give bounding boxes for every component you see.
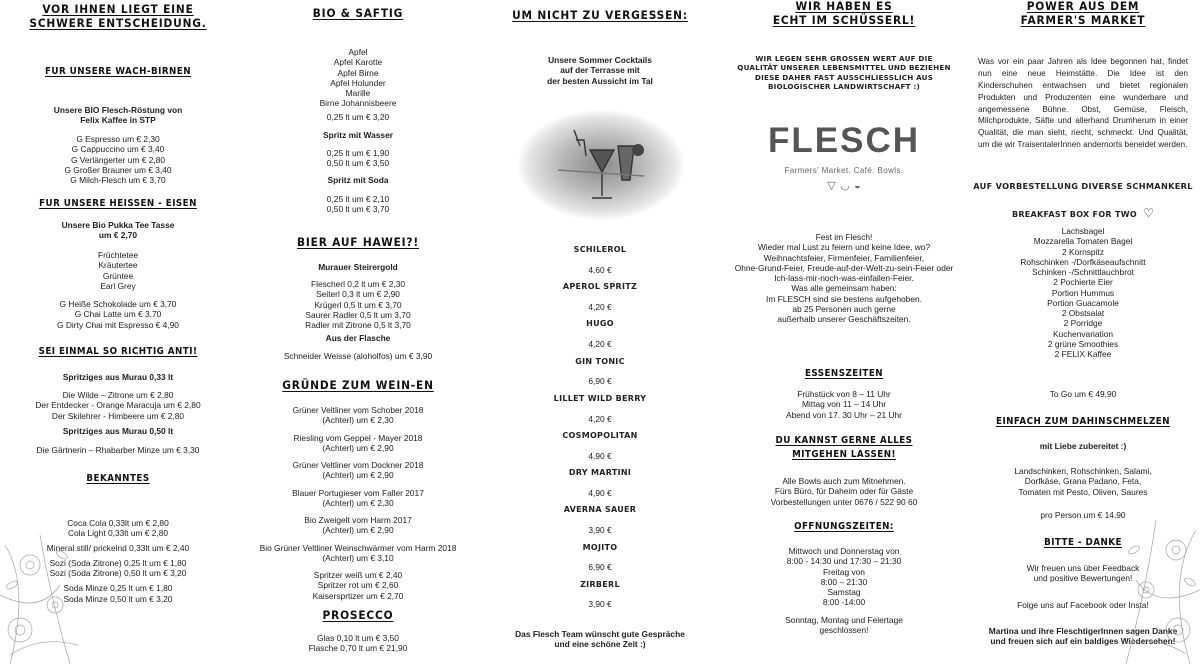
list-item: Schinken -/Schnittlauchbrot — [1032, 267, 1134, 277]
list-item: Birne Johannisbeere — [319, 98, 397, 109]
logo-icons — [722, 180, 966, 193]
spritz-soda-list — [240, 194, 476, 215]
list-item: Die Gärtnerin – Rhabarber Minze um € 3,30 — [36, 445, 200, 455]
cocktail-note: Unsere Sommer Cocktails auf der Terrasse mit der besten Aussicht im Tal — [547, 55, 653, 86]
prosecco-list — [240, 633, 476, 654]
list-item: Flasche 0,70 lt um € 21,90 — [308, 643, 408, 654]
column-cocktails — [478, 0, 722, 664]
spritz2-title: Spritziges aus Murau 0,50 lt — [62, 426, 174, 436]
cup-icon: ◡ — [840, 180, 850, 192]
cocktail-list — [478, 245, 722, 610]
list-item: Spritzer weiß um € 2,40 — [313, 570, 403, 580]
heading-intro: VOR IHNEN LIEGT EINE SCHWERE ENTSCHEIDUNG. — [29, 2, 207, 31]
bottle-list — [240, 351, 476, 361]
list-item: Apfel — [348, 47, 368, 57]
list-item: Apfel Birne — [337, 67, 379, 78]
list-item: G Chai Latte um € 3,70 — [74, 309, 162, 320]
heading-wine: GRÜNDE ZUM WEIN-EN — [282, 378, 434, 392]
beer-brand: Murauer Steirergold — [318, 262, 398, 272]
closing-note: Das Flesch Team wünscht gute Gespräche und eine schöne Zeit :) — [515, 629, 685, 650]
signoff: Martina und ihre FleschtigerInnen sagen Danke und freuen sich auf ein baldiges Wiedersehen! — [988, 626, 1178, 647]
heading-market: POWER AUS DEM FARMER'S MARKET — [1020, 0, 1146, 27]
heading-thanks: BITTE - DANKE — [1044, 537, 1122, 548]
heading-tea: FÜR UNSERE HEISSEN - EISEN — [39, 198, 197, 209]
list-item: Abend von 17. 30 Uhr – 21 Uhr — [786, 409, 902, 420]
list-item: Mittag von 11 – 14 Uhr — [801, 399, 887, 410]
list-item: Apfel Holunder — [330, 77, 386, 88]
list-item: Grüner Veltliner vom Dockner 2018 (Achterl) um € 2,90 — [292, 460, 424, 481]
list-item: Schneider Weisse (aloholfos) um € 3,90 — [283, 351, 433, 361]
list-item: 2 FELIX Kaffee — [1054, 349, 1112, 359]
list-item: 2 grüne Smoothies — [1047, 338, 1119, 349]
list-item: 0,50 lt um € 3,50 — [326, 158, 390, 169]
list-item: 0,25 lt um € 2,10 — [326, 194, 390, 204]
list-item: Dorfkäse, Grana Padano, Feta, — [1024, 476, 1142, 487]
tagline: Farmers' Market. Café. Bowls. — [784, 166, 904, 175]
list-item: G Verlängerter um € 2,80 — [70, 154, 166, 165]
list-item: Bio Grüner Veltliner Weinschwärmer vom Harm 2018 (Achterl) um € 3,10 — [259, 542, 457, 563]
cocktail-photo — [518, 110, 684, 220]
floral-decoration-icon — [0, 525, 80, 664]
carrot-icon: ▽ — [827, 180, 836, 192]
breakfast-price: To Go um € 49,90 — [1049, 389, 1117, 399]
column-drinks-hot — [0, 0, 236, 664]
spritzer-list — [240, 570, 476, 601]
tea-list — [0, 250, 236, 291]
list-item: 2 Obstsalat — [1061, 308, 1105, 318]
list-item: G Espresso um € 2,30 — [76, 134, 160, 144]
opening-hours: Mittwoch und Donnerstag von 8:00 - 14:30 und 17:30 – 21:30 Freitag von 8:00 – 21:30 Samstag 8:00 -14:00 — [786, 546, 902, 608]
chocolate-list — [0, 299, 236, 330]
market-intro: Was vor ein paar Jahren als Idee begonnen hat, findet nun eine neue Heimstätte. Die Idee ist den Kinderschuhen entwachsen und bietet regionalen Produkten und Produzenten eine wunderbare und angemessene Bühne. Obst, Gemüse, Fleisch, Milchprodukte, Säfte und allerhand Drumherum in einer Qualität, die man sieht, riecht, schmeckt. Und Qualität, um die wir TraisentalerInnen andernorts beneidet werden. — [978, 57, 1188, 150]
list-item: Die Wilde – Zitrone um € 2,80 — [62, 390, 174, 400]
heading-beer: BIER AUF HAWEI?! — [296, 235, 420, 249]
list-item: Flescherl 0,2 lt um € 2,30 — [310, 279, 406, 289]
takeaway-text: Alle Bowls auch zum Mitnehmen. Fürs Büro, für Daheim oder für Gäste Vorbestellungen unter 0676 / 522 90 60 — [770, 476, 918, 507]
list-item: Mozzarella Tomaten Bagel — [1033, 236, 1133, 247]
breakfast-heading-row — [966, 206, 1200, 221]
heading-meals: ESSENSZEITEN — [804, 368, 884, 379]
list-item: Cola Light 0,33lt um € 2,80 — [67, 528, 169, 539]
list-item: Krügerl 0,5 lt um € 3,70 — [314, 299, 402, 310]
list-item: ZIRBERL 3,90 € — [580, 579, 620, 610]
heading-coffee: FÜR UNSERE WACH-BIRNEN — [45, 66, 191, 77]
list-item: 0,25 lt um € 1,90 — [326, 148, 390, 158]
wine-list — [240, 405, 476, 570]
heading-melt: EINFACH ZUM DAHINSCHMELZEN — [996, 416, 1170, 427]
list-item: 2 Porridge — [1063, 318, 1103, 329]
list-item: G Cappuccino um € 3,40 — [71, 144, 165, 155]
melt-price: pro Person um € 14,90 — [1040, 510, 1126, 520]
list-item: 2 Pochierte Eier — [1053, 277, 1113, 288]
list-item: Portion Guacamole — [1047, 297, 1119, 308]
list-item: Der Skilehrer - Himbeere um € 2,80 — [51, 410, 185, 421]
coffee-note: Unsere BIO Flesch-Röstung von Felix Kaffee in STP — [53, 105, 183, 126]
heading-bowls: WIR HABEN ES ECHT IM SCHÜSSERL! — [772, 0, 916, 27]
list-item: Marille — [345, 88, 371, 98]
list-item: Sozi (Soda Zitrone) 0,25 lt um € 1,80 — [49, 557, 187, 568]
list-item: Blauer Portugieser vom Faller 2017 (Achterl) um € 2,30 — [292, 487, 424, 508]
list-item: Kaisersprtizer um € 2,70 — [312, 590, 404, 601]
list-item: GIN TONIC 6,90 € — [575, 356, 625, 387]
breakfast-list — [966, 226, 1200, 359]
list-item: Rohschinken -/Dorfkäseaufschnitt — [1020, 256, 1146, 267]
list-item: Earl Grey — [100, 280, 136, 291]
spritz2-list — [0, 445, 236, 455]
list-item: Coca Cola 0,33lt um € 2,80 — [67, 518, 169, 528]
list-item: Portion Hummus — [1051, 287, 1115, 298]
closed-days: Sonntag, Montag und Feiertage geschlossen! — [785, 615, 903, 636]
list-item: COSMOPOLITAN 4,90 € — [562, 430, 638, 461]
meal-times — [722, 389, 966, 420]
list-item: Soda Minze 0,25 lt um € 1,80 — [63, 583, 173, 594]
list-item: G Heiße Schokolade um € 3,70 — [59, 299, 177, 309]
list-item: Glas 0,10 lt um € 3,50 — [317, 633, 399, 643]
list-item: Landschinken, Rohschinken, Salami, — [1014, 466, 1152, 476]
coffee-list — [0, 134, 236, 185]
follow-note: Folge uns auf Facebook oder Insta! — [1017, 600, 1149, 610]
list-item: Riesling vom Geppel - Mayer 2018 (Achterl) um € 2,90 — [293, 432, 423, 453]
logo: FLESCH — [768, 121, 920, 160]
melt-list — [966, 466, 1200, 497]
list-item: Spritzer rot um € 2,60 — [317, 580, 399, 591]
spritz-water-title: Spritz mit Wasser — [323, 130, 393, 140]
list-item: Mineral still/ prickelnd 0,33lt um € 2,40 — [46, 542, 190, 553]
list-item: Lachsbagel — [1061, 226, 1105, 236]
list-item: Sozi (Soda Zitrone) 0,50 lt um € 3,20 — [49, 568, 187, 578]
list-item: Bio Zweigelt vom Harm 2017 (Achterl) um € 2,90 — [304, 515, 412, 536]
heading-prosecco: PROSECCO — [322, 608, 394, 622]
thanks-text: Wir freuen uns über Feedback und positive Bewertungen! — [1026, 563, 1140, 584]
list-item: MOJITO 6,90 € — [582, 542, 618, 573]
list-item: Frühstück von 8 – 11 Uhr — [797, 389, 891, 399]
spritz1-title: Spritziges aus Murau 0,33 lt — [62, 372, 174, 382]
party-text: Fest im Flesch! Wieder mal Lust zu feiern und keine Idee, wo? Weihnachtsfeier, Firmenfeier, Familienfeier, Ohne-Grund-Feier, Freude-auf-der-Welt-zu-sein-Feier oder Ich-lass-mir-noch-was-einfallen-Feier. Was alle gemeinsam haben: Im FLESCH sind sie bestens aufgehoben. ab 25 Personen auch gerne außerhalb unserer Geschäftszeiten. — [734, 232, 954, 324]
spritz-soda-title: Spritz mit Soda — [327, 175, 389, 185]
list-item: Apfel Karotte — [333, 57, 383, 68]
floral-decoration-icon — [1116, 520, 1200, 664]
list-item: Der Entdecker - Orange Maracuja um € 2,80 — [35, 400, 201, 411]
heading-hours: ÖFFNUNGSZEITEN: — [794, 521, 894, 532]
bio-note: WIR LEGEN SEHR GROSSEN WERT AUF DIE QUALITÄT UNSERER LEBENSMITTEL UND BEZIEHEN DIESE DAHER FAST AUSSCHLIESSLICH AUS BIOLOGISCHER LANDWIRTSCHAFT :) — [737, 54, 951, 92]
heart-icon: ♡ — [1143, 206, 1155, 220]
spritz1-list — [0, 390, 236, 421]
heading-known: BEKANNTES — [86, 473, 150, 484]
list-item: Grüntee — [102, 270, 134, 281]
column-drinks-cold — [240, 0, 476, 664]
list-item: DRY MARTINI 4,90 € — [568, 468, 632, 498]
list-item: AVERNA SAUER 3,90 € — [563, 505, 637, 536]
list-item: Tomaten mit Pesto, Oliven, Saures — [1018, 486, 1148, 497]
cocktail-glass-icon — [518, 110, 684, 220]
heading-breakfast: BREAKFAST BOX FOR TWO — [1011, 210, 1137, 219]
list-item: APEROL SPRITZ 4,20 € — [562, 282, 638, 312]
list-item: 2 Kornspitz — [1062, 246, 1104, 257]
bottle-title: Aus der Flasche — [325, 333, 391, 343]
heading-juice: BIO & SAFTIG — [312, 6, 404, 20]
list-item: Saurer Radler 0,5 lt um 3,70 — [305, 309, 411, 320]
bowl-icon: ◒ — [854, 180, 861, 192]
tea-note: Unsere Bio Pukka Tee Tasse um € 2,70 — [61, 220, 175, 241]
list-item: LILLET WILD BERRY 4,20 € — [553, 393, 647, 424]
column-farmers-market — [966, 0, 1200, 664]
list-item: Kräutertee — [98, 260, 138, 271]
juice-list — [240, 47, 476, 109]
list-item: G Großer Brauner um € 3,40 — [64, 164, 172, 175]
list-item: HUGO 4,20 € — [586, 319, 614, 350]
list-item: SCHILEROL 4,60 € — [573, 245, 627, 275]
list-item: Radler mit Zitrone 0,5 lt 3,70 — [305, 320, 411, 330]
heading-cocktails: UM NICHT ZU VERGESSEN: — [512, 8, 688, 22]
list-item: Früchtetee — [97, 250, 139, 260]
list-item: Seiterl 0,3 lt um € 2,90 — [316, 289, 400, 300]
heading-takeaway: DU KANNST GERNE ALLES MITGEHEN LASSEN! — [775, 435, 913, 461]
list-item: G Dirty Chai mit Espresso € 4,90 — [57, 319, 179, 330]
list-item: G Milch-Flesch um € 3,70 — [70, 175, 166, 185]
list-item: Kuchenvariation — [1052, 328, 1114, 339]
heading-preorder: AUF VORBESTELLUNG DIVERSE SCHMANKERL — [973, 181, 1193, 191]
column-restaurant — [722, 0, 966, 664]
heading-anti: SEI EINMAL SO RICHTIG ANTI! — [38, 346, 198, 357]
beer-list — [240, 279, 476, 330]
melt-note: mit Liebe zubereitet :) — [1039, 441, 1127, 451]
list-item: 0,50 lt um € 3,70 — [326, 204, 390, 215]
list-item: Soda Minze 0,50 lt um € 3,20 — [63, 593, 173, 604]
spritz-water-list — [240, 148, 476, 169]
juice-price: 0,25 lt um € 3,20 — [326, 112, 390, 122]
list-item: Grüner Veltliner vom Schober 2018 (Achterl) um € 2,30 — [292, 405, 424, 426]
